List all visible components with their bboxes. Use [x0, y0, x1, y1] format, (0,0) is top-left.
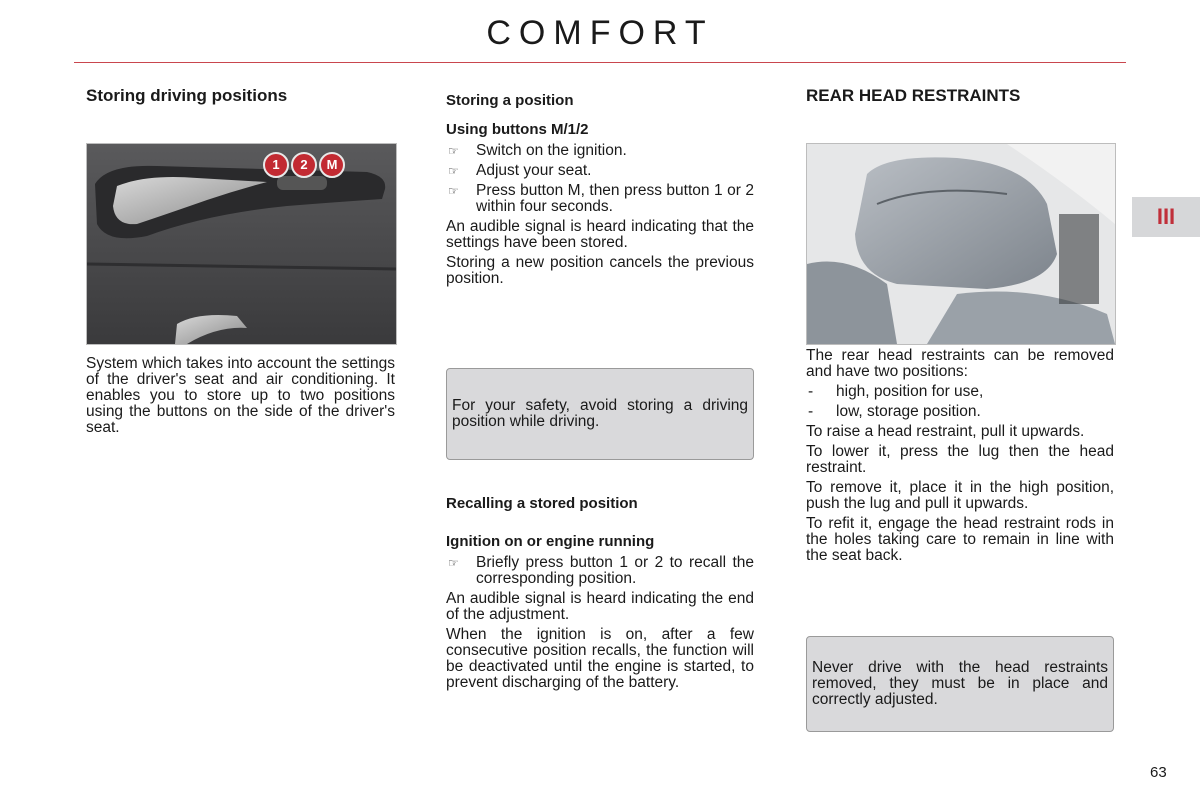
- column-storing-position: [446, 86, 754, 287]
- page-number: 63: [1150, 764, 1167, 781]
- deactivation-paragraph: When the ignition is on, after a few consecutive position recalls, the function will be deactivated until the engine is started, to prevent discharging of the battery.: [446, 626, 754, 691]
- intro-paragraph: System which takes into account the settings of the driver's seat and air conditioning. It enables you to store up to two positions using the buttons on the side of the driver's seat.: [86, 355, 395, 436]
- step-item: ☞ Press button M, then press button 1 or 2 within four seconds.: [448, 182, 754, 215]
- section-heading: REAR HEAD RESTRAINTS: [806, 86, 1021, 105]
- head-restraint-photo: [806, 143, 1116, 345]
- warning-note-text: Never drive with the head restraints removed, they must be in place and correctly adjusted.: [812, 659, 1108, 708]
- head-restraint-illustration: [807, 144, 1115, 344]
- door-panel-illustration: [87, 144, 396, 344]
- step-item: ☞ Briefly press button 1 or 2 to recall the corresponding position.: [448, 554, 754, 587]
- chapter-tab[interactable]: III: [1132, 197, 1200, 237]
- new-position-paragraph: Storing a new position cancels the previous position.: [446, 254, 754, 287]
- refit-paragraph: To refit it, engage the head restraint rods in the holes taking care to remain in line with the seat back.: [806, 515, 1114, 564]
- step-item: ☞ Adjust your seat.: [448, 162, 592, 179]
- page-title: COMFORT: [486, 14, 714, 52]
- end-adjustment-paragraph: An audible signal is heard indicating the end of the adjustment.: [446, 590, 754, 623]
- intro-paragraph: The rear head restraints can be removed and have two positions:: [806, 347, 1114, 380]
- warning-note-box: [806, 636, 1114, 732]
- pointing-hand-icon: ☞: [448, 556, 459, 570]
- recall-heading: Recalling a stored position: [446, 495, 638, 512]
- intro-text-block: [86, 356, 395, 436]
- safety-note-box: [446, 368, 754, 460]
- using-buttons-subheading: Using buttons M/1/2: [446, 121, 589, 138]
- column-storing-driving-positions: [86, 86, 396, 106]
- audible-signal-paragraph: An audible signal is heard indicating that the settings have been stored.: [446, 218, 754, 251]
- door-panel-photo: [86, 143, 397, 345]
- storing-heading: Storing a position: [446, 92, 574, 109]
- column-recall-position: [446, 495, 754, 691]
- lower-paragraph: To lower it, press the lug then the head restraint.: [806, 443, 1114, 476]
- header-rule: [74, 62, 1126, 63]
- position-item: - low, storage position.: [808, 403, 981, 420]
- button-2-badge: 2: [291, 152, 317, 178]
- ignition-subheading: Ignition on or engine running: [446, 533, 655, 550]
- section-heading: Storing driving positions: [86, 86, 288, 105]
- button-m-badge: M: [319, 152, 345, 178]
- safety-note-text: For your safety, avoid storing a driving position while driving.: [452, 397, 748, 430]
- head-restraint-text: [806, 348, 1114, 564]
- column-rear-head-restraints: [806, 86, 1114, 106]
- raise-paragraph: To raise a head restraint, pull it upwards.: [806, 423, 1085, 440]
- position-item: - high, position for use,: [808, 383, 984, 400]
- button-1-badge: 1: [263, 152, 289, 178]
- remove-paragraph: To remove it, place it in the high position, push the lug and pull it upwards.: [806, 479, 1114, 512]
- pointing-hand-icon: ☞: [448, 164, 459, 178]
- step-item: ☞ Switch on the ignition.: [448, 142, 627, 159]
- pointing-hand-icon: ☞: [448, 144, 459, 158]
- pointing-hand-icon: ☞: [448, 184, 459, 198]
